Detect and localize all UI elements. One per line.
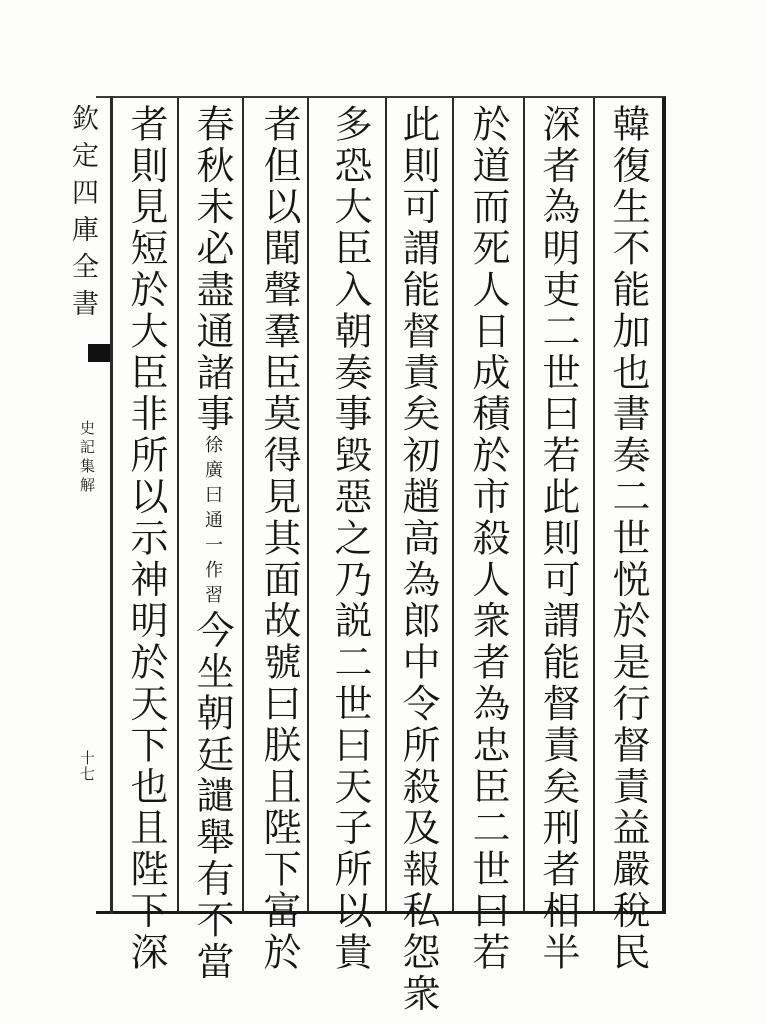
column-divider [385,98,387,912]
text-column-3: 於道而死人日成積於市殺人衆者為忠臣二世曰若 [466,104,510,974]
column-divider [307,98,309,912]
column-divider [593,98,595,912]
column-divider [452,98,454,912]
column-divider [177,98,179,912]
text-column-6: 者但以聞聲羣臣莫得見其面故號曰朕且陛下富於 [257,104,301,974]
text-column-2: 深者為明吏二世曰若此則可謂能督責矣刑者相半 [536,104,580,974]
text-column-7 [184,104,240,983]
column-7-text-before: 春秋未必盡通諸事 [190,104,234,436]
commentary-note: 徐廣曰通一作習 [202,435,223,611]
fishtail-mark-icon [88,344,110,362]
margin-book-title: 史記集解 [78,420,96,496]
column-divider [523,98,525,912]
column-7-text-after: 今坐朝廷譴舉有不當 [190,610,234,983]
page-border-left-rule [110,96,113,914]
column-divider [242,98,244,912]
margin-series-title: 欽定四庫全書 [67,104,98,326]
text-column-1: 韓復生不能加也書奏二世悦於是行督責益嚴稅民 [606,104,650,974]
margin-page-number: 十七 [78,750,96,782]
text-column-8: 者則見短於大臣非所以示神明於天下也且陛下深 [124,104,168,974]
text-column-4: 此則可謂能督責矣初趙高為郎中令所殺及報私怨衆 [396,104,440,1015]
text-column-5: 多恐大臣入朝奏事毀惡之乃説二世曰天子所以貴 [328,104,372,974]
